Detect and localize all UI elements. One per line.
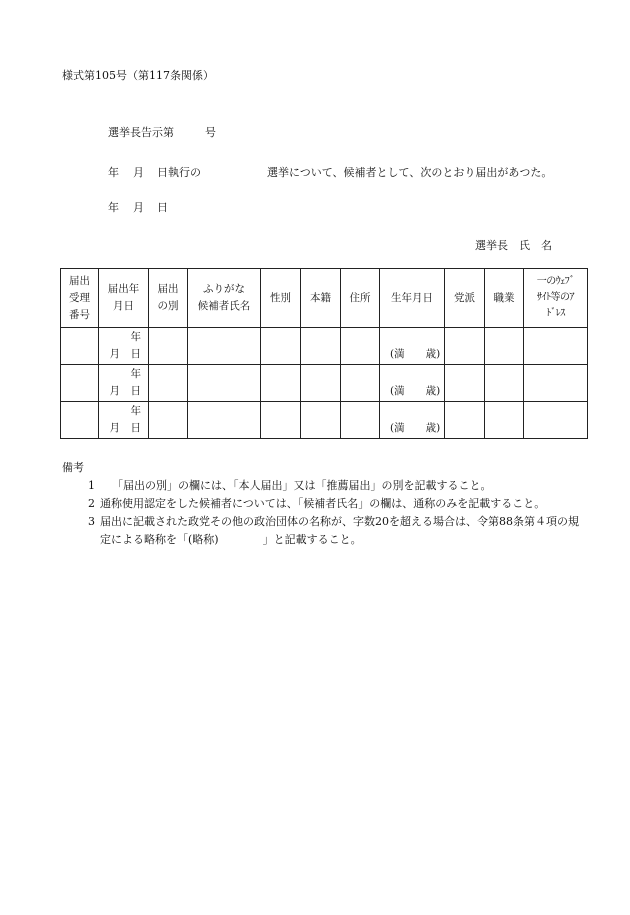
notice-number-label: 号 <box>205 126 216 139</box>
occupation-cell <box>485 328 524 365</box>
statement-year: 年 <box>108 166 119 179</box>
address-cell <box>341 402 380 439</box>
sex-cell <box>261 365 301 402</box>
header-address: 住所 <box>341 269 380 328</box>
party-cell <box>445 328 485 365</box>
party-cell <box>445 402 485 439</box>
table-row <box>61 402 588 439</box>
date-day: 日 <box>157 201 168 214</box>
birthdate-cell <box>380 365 445 402</box>
filing-date-cell <box>99 365 149 402</box>
candidate-registration-table <box>60 268 588 439</box>
filing-date-month-day: 月 日 <box>109 348 141 360</box>
header-party: 党派 <box>445 269 485 328</box>
filing-type-cell <box>149 402 188 439</box>
filing-date-year: 年 <box>130 368 141 380</box>
remarks-title: 備考 <box>62 461 84 474</box>
header-receipt-number: 届出 受理 番号 <box>61 269 99 328</box>
age-placeholder: (満 歳) <box>390 422 441 434</box>
birthdate-cell <box>380 402 445 439</box>
receipt-number-cell <box>61 328 99 365</box>
header-birthdate: 生年月日 <box>380 269 445 328</box>
birthdate-cell <box>380 328 445 365</box>
filing-date-year: 年 <box>130 405 141 417</box>
table-row <box>61 365 588 402</box>
header-candidate-name: ふりがな 候補者氏名 <box>188 269 261 328</box>
address-cell <box>341 328 380 365</box>
filing-type-cell <box>149 365 188 402</box>
notice-title: 選挙長告示第 <box>108 126 174 139</box>
occupation-cell <box>485 402 524 439</box>
statement-month: 月 <box>133 166 144 179</box>
remark-number: 3 <box>88 515 95 528</box>
signer-line: 選挙長 氏 名 <box>475 239 552 252</box>
domicile-cell <box>301 365 341 402</box>
domicile-cell <box>301 328 341 365</box>
party-cell <box>445 365 485 402</box>
table-header-row <box>61 269 588 328</box>
header-domicile: 本籍 <box>301 269 341 328</box>
filing-date-month-day: 月 日 <box>109 385 141 397</box>
candidate-name-cell <box>188 328 261 365</box>
age-placeholder: (満 歳) <box>390 348 441 360</box>
remark-note <box>62 513 582 549</box>
header-filing-date: 届出年 月日 <box>99 269 149 328</box>
header-website-address: 一のｳｪﾌﾞ ｻｲﾄ等のｱ ﾄﾞﾚｽ <box>524 269 588 328</box>
filing-date-cell <box>99 328 149 365</box>
candidate-name-cell <box>188 402 261 439</box>
filing-date-year: 年 <box>130 331 141 343</box>
remark-number: 1 <box>88 479 95 492</box>
statement-text: 選挙について、候補者として、次のとおり届出があつた。 <box>267 166 553 179</box>
remarks-section <box>62 459 582 549</box>
table-row <box>61 328 588 365</box>
header-sex: 性別 <box>261 269 301 328</box>
occupation-cell <box>485 365 524 402</box>
address-cell <box>341 365 380 402</box>
sex-cell <box>261 328 301 365</box>
age-placeholder: (満 歳) <box>390 385 441 397</box>
website-cell <box>524 328 588 365</box>
receipt-number-cell <box>61 365 99 402</box>
filing-type-cell <box>149 328 188 365</box>
statement-day-exec: 日執行の <box>157 166 201 179</box>
website-cell <box>524 365 588 402</box>
candidate-name-cell <box>188 365 261 402</box>
remark-text: 通称使用認定をした候補者については、「候補者氏名」の欄は、通称のみを記載すること。 <box>100 497 546 510</box>
filing-date-month-day: 月 日 <box>109 422 141 434</box>
header-filing-type: 届出 の別 <box>149 269 188 328</box>
receipt-number-cell <box>61 402 99 439</box>
form-number: 様式第105号（第117条関係） <box>62 69 214 82</box>
date-month: 月 <box>133 201 144 214</box>
sex-cell <box>261 402 301 439</box>
remark-number: 2 <box>88 497 95 510</box>
header-occupation: 職業 <box>485 269 524 328</box>
remark-note <box>62 477 582 495</box>
remark-text: 届出に記載された政党その他の政治団体の名称が、字数20を超える場合は、令第88条第４項の規定による略称を「(略称) 」と記載すること。 <box>100 515 579 546</box>
filing-date-cell <box>99 402 149 439</box>
website-cell <box>524 402 588 439</box>
date-year: 年 <box>108 201 119 214</box>
domicile-cell <box>301 402 341 439</box>
remark-text: 「届出の別」の欄には、「本人届出」又は「推薦届出」の別を記載すること。 <box>112 479 492 492</box>
remark-note <box>62 495 582 513</box>
